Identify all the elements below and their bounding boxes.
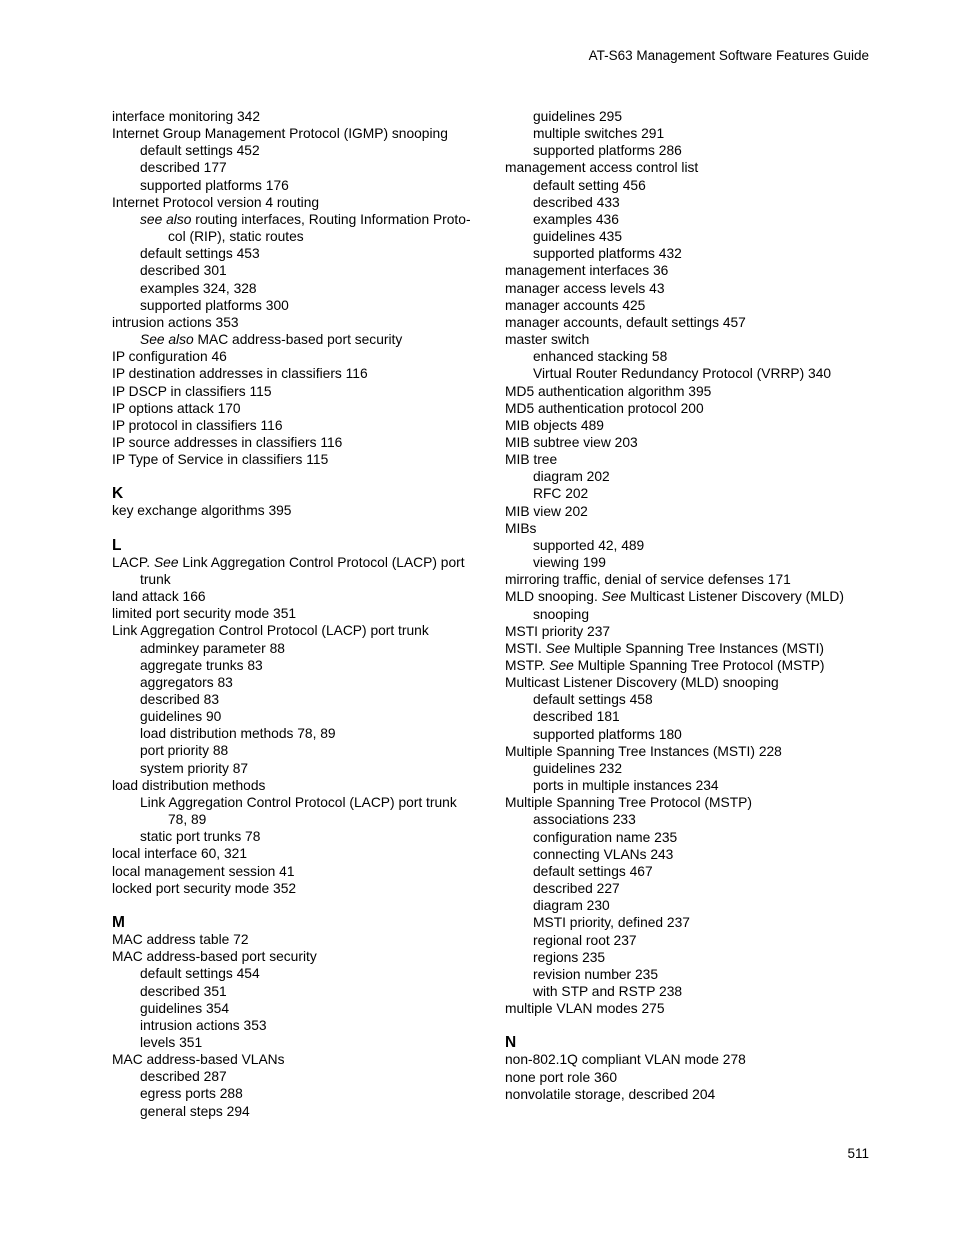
index-subentry: RFC 202 bbox=[533, 486, 589, 502]
index-subentry: regional root 237 bbox=[533, 932, 637, 948]
index-entry: MAC address table 72 bbox=[112, 932, 249, 948]
index-entry: snooping bbox=[533, 606, 590, 622]
index-entry: master switch bbox=[505, 332, 590, 348]
index-entry: land attack 166 bbox=[112, 589, 206, 605]
entry-prefix: MSTI. bbox=[505, 640, 546, 656]
index-entry: Link Aggregation Control Protocol (LACP) port trunk bbox=[112, 623, 429, 639]
cross-reference-label: See bbox=[545, 640, 571, 656]
index-subentry: port priority 88 bbox=[140, 743, 229, 759]
index-subentry: described 177 bbox=[140, 160, 227, 176]
index-entry: local interface 60, 321 bbox=[112, 846, 247, 862]
index-entry bbox=[505, 657, 885, 674]
entry-text: Multiple Spanning Tree Instances (MSTI) bbox=[570, 640, 825, 656]
index-subentry: default settings 453 bbox=[140, 246, 260, 262]
index-entry: trunk bbox=[140, 571, 171, 587]
index-subentry: with STP and RSTP 238 bbox=[533, 983, 683, 999]
index-entry: intrusion actions 353 bbox=[112, 314, 239, 330]
index-entry: manager accounts, default settings 457 bbox=[505, 314, 746, 330]
index-subentry: 78, 89 bbox=[168, 812, 207, 828]
index-subentry: diagram 230 bbox=[533, 898, 610, 914]
index-subentry: guidelines 354 bbox=[140, 1000, 229, 1016]
index-entry: MIB subtree view 203 bbox=[505, 434, 638, 450]
index-subentry: supported 42, 489 bbox=[533, 537, 645, 553]
index-subentry: diagram 202 bbox=[533, 469, 610, 485]
index-entry: MIB tree bbox=[505, 452, 558, 468]
entry-text: MAC address-based port security bbox=[193, 332, 403, 348]
index-subentry: described 351 bbox=[140, 983, 227, 999]
index-subentry: described 227 bbox=[533, 881, 620, 897]
index-subentry bbox=[112, 331, 492, 348]
index-entry: Multiple Spanning Tree Instances (MSTI) 228 bbox=[505, 743, 782, 759]
index-subentry: guidelines 90 bbox=[140, 709, 222, 725]
index-entry: Multicast Listener Discovery (MLD) snooping bbox=[505, 675, 779, 691]
index-subentry: aggregate trunks 83 bbox=[140, 657, 263, 673]
cross-reference-label: See bbox=[549, 658, 574, 673]
index-subentry: examples 436 bbox=[533, 211, 619, 227]
index-entry: MAC address-based port security bbox=[112, 949, 317, 965]
index-entry: management interfaces 36 bbox=[505, 263, 669, 279]
index-letter-heading: K bbox=[112, 485, 124, 503]
index-column-left bbox=[112, 108, 492, 1120]
index-entry: mirroring traffic, denial of service defenses 171 bbox=[505, 572, 791, 588]
index-subentry: egress ports 288 bbox=[140, 1086, 243, 1102]
index-subentry: configuration name 235 bbox=[533, 829, 678, 845]
index-entry: MD5 authentication algorithm 395 bbox=[505, 383, 712, 399]
index-subentry: described 181 bbox=[533, 709, 620, 725]
index-subentry: ports in multiple instances 234 bbox=[533, 778, 719, 794]
index-subentry: default setting 456 bbox=[533, 177, 646, 193]
index-subentry: described 287 bbox=[140, 1069, 227, 1085]
index-subentry: general steps 294 bbox=[140, 1103, 250, 1119]
index-subentry: regions 235 bbox=[533, 949, 606, 965]
index-subentry: col (RIP), static routes bbox=[168, 229, 304, 245]
index-entry: non-802.1Q compliant VLAN mode 278 bbox=[505, 1052, 746, 1068]
index-entry: Multiple Spanning Tree Protocol (MSTP) bbox=[505, 795, 752, 811]
index-subentry: MSTI priority, defined 237 bbox=[533, 915, 690, 931]
index-subentry: described 433 bbox=[533, 194, 620, 210]
index-subentry: multiple switches 291 bbox=[533, 126, 665, 142]
index-subentry: supported platforms 300 bbox=[140, 297, 289, 313]
index-entry: MIB view 202 bbox=[505, 503, 588, 519]
index-subentry: default settings 452 bbox=[140, 143, 260, 159]
cross-reference-label: See also bbox=[140, 332, 194, 348]
index-subentry: default settings 467 bbox=[533, 863, 653, 879]
index-entry: MIBs bbox=[505, 520, 537, 536]
index-entry bbox=[505, 640, 885, 657]
index-subentry: levels 351 bbox=[140, 1034, 203, 1050]
index-subentry: connecting VLANs 243 bbox=[533, 846, 674, 862]
index-subentry: guidelines 435 bbox=[533, 229, 622, 245]
index-subentry: default settings 454 bbox=[140, 966, 260, 982]
index-entry: MSTI priority 237 bbox=[505, 623, 611, 639]
index-subentry: system priority 87 bbox=[140, 760, 249, 776]
index-entry: IP options attack 170 bbox=[112, 400, 241, 416]
index-subentry: supported platforms 176 bbox=[140, 177, 289, 193]
index-subentry: intrusion actions 353 bbox=[140, 1017, 267, 1033]
index-subentry: Virtual Router Redundancy Protocol (VRRP) 340 bbox=[533, 366, 832, 382]
index-entry: IP destination addresses in classifiers 116 bbox=[112, 366, 368, 382]
cross-reference-label: See bbox=[153, 554, 179, 570]
index-subentry: supported platforms 286 bbox=[533, 143, 682, 159]
index-entry: MD5 authentication protocol 200 bbox=[505, 400, 704, 416]
index-entry: management access control list bbox=[505, 160, 699, 176]
index-entry: Internet Group Management Protocol (IGMP) snooping bbox=[112, 126, 448, 142]
entry-prefix: LACP. bbox=[112, 554, 154, 570]
entry-text: Link Aggregation Control Protocol (LACP) port bbox=[178, 554, 465, 570]
index-entry: MAC address-based VLANs bbox=[112, 1052, 285, 1068]
index-letter-heading: N bbox=[505, 1034, 517, 1052]
cross-reference-label: see also bbox=[140, 211, 192, 227]
entry-prefix: MLD snooping. bbox=[505, 589, 602, 605]
index-subentry: adminkey parameter 88 bbox=[140, 640, 285, 656]
index-entry: manager accounts 425 bbox=[505, 297, 646, 313]
cross-reference-label: See bbox=[601, 589, 627, 605]
index-subentry: described 83 bbox=[140, 692, 220, 707]
entry-prefix: MSTP. bbox=[505, 658, 550, 673]
index-subentry: described 301 bbox=[140, 263, 227, 279]
index-letter-heading: M bbox=[112, 913, 125, 931]
index-entry: multiple VLAN modes 275 bbox=[505, 1001, 665, 1017]
index-entry: locked port security mode 352 bbox=[112, 880, 297, 896]
index-subentry: guidelines 232 bbox=[533, 760, 622, 776]
running-header: AT-S63 Management Software Features Guide bbox=[588, 48, 869, 63]
entry-text: Multicast Listener Discovery (MLD) bbox=[626, 589, 844, 605]
index-entry: manager access levels 43 bbox=[505, 280, 665, 296]
index-entry: Internet Protocol version 4 routing bbox=[112, 194, 320, 210]
index-entry: load distribution methods bbox=[112, 777, 266, 793]
entry-text: Multiple Spanning Tree Protocol (MSTP) bbox=[573, 658, 825, 673]
index-entry: local management session 41 bbox=[112, 863, 295, 879]
index-subentry: guidelines 295 bbox=[533, 109, 622, 124]
index-subentry: Link Aggregation Control Protocol (LACP) port trunk bbox=[140, 794, 457, 810]
entry-text: routing interfaces, Routing Information Proto- bbox=[191, 211, 471, 227]
index-entry: nonvolatile storage, described 204 bbox=[505, 1086, 716, 1102]
page-number: 511 bbox=[847, 1146, 869, 1161]
index-subentry: revision number 235 bbox=[533, 966, 659, 982]
index-subentry: supported platforms 180 bbox=[533, 726, 682, 742]
index-entry: IP source addresses in classifiers 116 bbox=[112, 434, 343, 450]
index-subentry bbox=[112, 211, 492, 228]
index-subentry: static port trunks 78 bbox=[140, 829, 261, 845]
index-entry: interface monitoring 342 bbox=[112, 109, 261, 124]
index-column-right bbox=[505, 108, 885, 1103]
index-subentry: enhanced stacking 58 bbox=[533, 349, 668, 365]
index-subentry: aggregators 83 bbox=[140, 674, 233, 690]
index-entry: IP configuration 46 bbox=[112, 349, 227, 365]
index-entry: IP protocol in classifiers 116 bbox=[112, 417, 283, 433]
index-entry: IP Type of Service in classifiers 115 bbox=[112, 452, 329, 468]
index-subentry: examples 324, 328 bbox=[140, 280, 257, 296]
index-entry: none port role 360 bbox=[505, 1069, 617, 1085]
index-subentry: default settings 458 bbox=[533, 692, 653, 708]
index-subentry: supported platforms 432 bbox=[533, 246, 682, 262]
index-entry bbox=[505, 588, 885, 605]
index-subentry: associations 233 bbox=[533, 812, 636, 828]
index-entry bbox=[112, 554, 492, 571]
index-letter-heading: L bbox=[112, 536, 122, 554]
index-subentry: viewing 199 bbox=[533, 555, 606, 571]
index-entry: MIB objects 489 bbox=[505, 417, 604, 433]
index-subentry: load distribution methods 78, 89 bbox=[140, 726, 336, 742]
index-entry: key exchange algorithms 395 bbox=[112, 503, 292, 519]
index-entry: IP DSCP in classifiers 115 bbox=[112, 383, 272, 399]
index-entry: limited port security mode 351 bbox=[112, 606, 297, 622]
